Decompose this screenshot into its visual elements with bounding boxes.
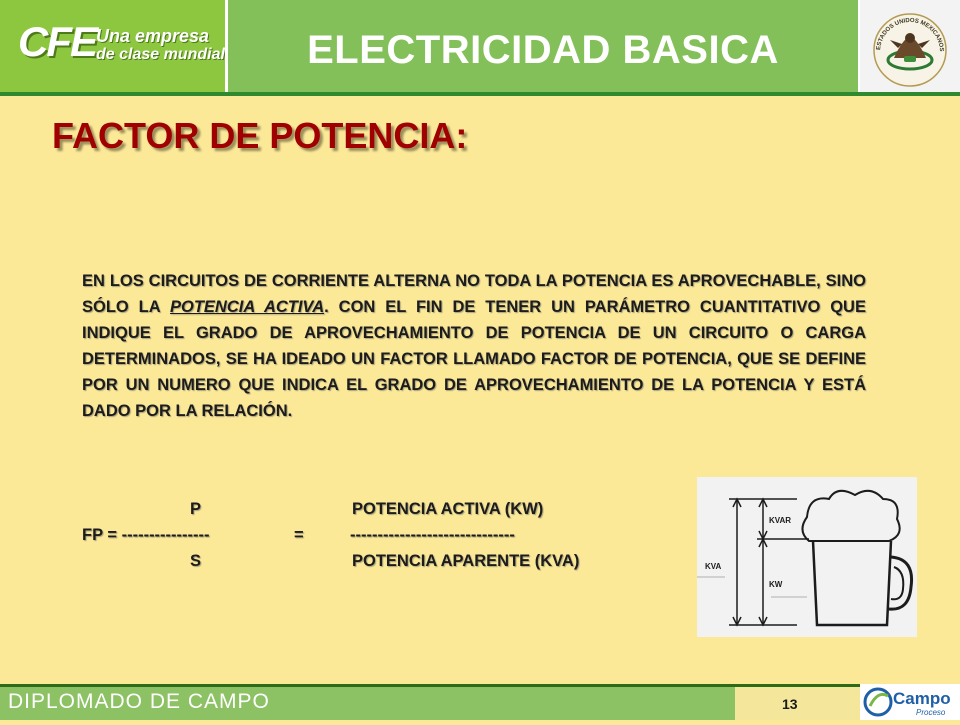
formula-rhs-line: ------------------------------ (350, 526, 515, 544)
campo-logo-icon (860, 684, 960, 720)
diagram-label-kw: KW (769, 580, 783, 589)
mexico-seal (860, 0, 960, 96)
campo-logo-subtext: Proceso (916, 708, 946, 717)
cfe-logo-tagline-2: de clase mundial (96, 46, 225, 63)
beer-mug-analogy-diagram (697, 477, 917, 637)
formula-denominator-symbol: S (190, 552, 202, 570)
formula-numerator-symbol: P (190, 500, 202, 518)
campo-logo-text: Campo (893, 689, 951, 708)
formula-lhs: FP = ---------------- (82, 526, 210, 544)
footer-bar (0, 687, 735, 720)
seal-text: ESTADOS UNIDOS MEXICANOS (876, 17, 945, 52)
formula-denominator-text: POTENCIA APARENTE (KVA) (352, 552, 580, 570)
cfe-logo-tagline-1: Una empresa (96, 26, 210, 46)
campo-logo (860, 684, 960, 720)
page-number-box (735, 687, 860, 720)
formula-numerator-text: POTENCIA ACTIVA (KW) (352, 500, 544, 518)
paragraph-text-2: . CON EL FIN DE TENER UN PARÁMETRO CUANTITATIVO QUE INDIQUE EL GRADO DE APROVECHAMIENTO DE POTENCIA DE UN CIRCUITO O CARGA DETERMINADOS, SE HA IDEADO UN FACTOR LLAMADO FACTOR DE POTENCIA, QUE SE DEFINE POR UN NUMERO QUE INDICA EL GRADO DE APROVECHAMIENTO DE LA POTENCIA Y ESTÁ DADO POR LA RELACIÓN. (82, 298, 866, 420)
cfe-logo-brand: CFE (18, 18, 96, 65)
formula-equals: = (294, 526, 304, 544)
paragraph-text-1: EN LOS CIRCUITOS DE CORRIENTE ALTERNA NO TODA LA POTENCIA ES APROVECHABLE, SINO SÓLO LA (82, 272, 866, 316)
header-title: ELECTRICIDAD BASICA (307, 28, 779, 72)
mexico-seal-icon (860, 0, 960, 96)
slide-title: FACTOR DE POTENCIA: (52, 115, 468, 156)
beer-mug-illustration (697, 477, 917, 637)
page-number: 13 (782, 696, 798, 712)
diagram-label-kvar: KVAR (769, 516, 792, 525)
footer-label: DIPLOMADO DE CAMPO (8, 690, 270, 713)
paragraph-emphasis: POTENCIA ACTIVA (169, 298, 325, 316)
body-paragraph (82, 268, 866, 424)
diagram-label-kva: KVA (705, 562, 722, 571)
